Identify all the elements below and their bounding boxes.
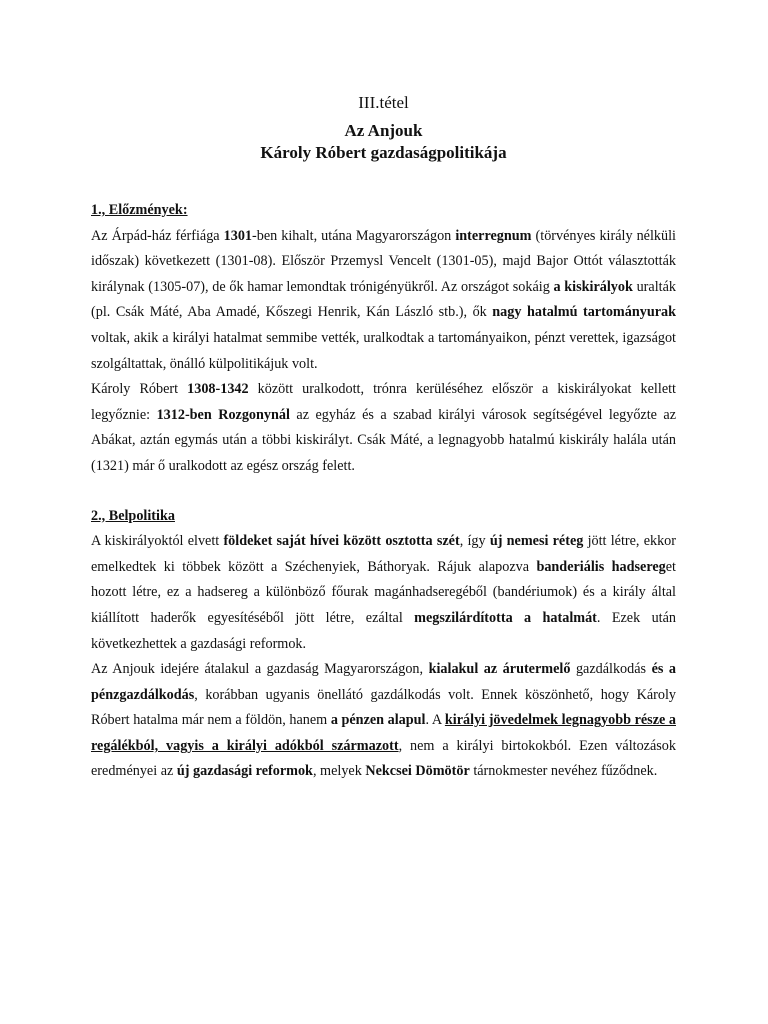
text-run: jött létre, ekkor emelkedtek ki többek között a Széchenyiek, Báthoryak. Rájuk alapozva bbox=[91, 533, 676, 575]
text-run: között uralkodott, trónra kerüléséhez először a kiskirályokat kellett legyőznie: bbox=[91, 381, 676, 423]
bold-run: 1308-1342 bbox=[187, 381, 249, 398]
bold-run: 1301 bbox=[223, 227, 253, 244]
text-run: tárnokmester nevéhez fűződnek. bbox=[469, 763, 658, 780]
text-run: (törvényes király nélküli időszak) következett (1301-08). Először Przemysl Vencelt (1301-05), majd Bajor Ottót választották királynak (1305-07), de ők hamar lemondtak trónigényükről. Az országot sokáig bbox=[91, 227, 676, 295]
bold-run: a kiskirályok bbox=[553, 278, 633, 295]
section-1-paragraph-2 bbox=[91, 377, 676, 479]
text-run: Az Árpád-ház férfiága bbox=[91, 227, 224, 244]
tetel-label: III.tétel bbox=[358, 93, 409, 112]
bold-run: nagy hatalmú tartományurak bbox=[492, 304, 676, 321]
text-run: , melyek bbox=[312, 763, 366, 780]
text-run: , így bbox=[459, 533, 490, 550]
bold-run: a pénzen alapul bbox=[330, 712, 426, 729]
text-run: voltak, akik a királyi hatalmat semmibe vették, uralkodtak a tartományaikon, pénzt verettek, igazságot szolgáltattak, önálló külpolitikájuk volt. bbox=[91, 329, 676, 372]
text-run: . A bbox=[425, 712, 445, 729]
text-run: Az Anjouk idejére átalakul a gazdaság Magyarországon, bbox=[91, 661, 429, 678]
bold-run: interregnum bbox=[455, 227, 532, 244]
section-2-paragraph-1 bbox=[91, 529, 676, 657]
text-run: . Ezek után következhettek a gazdasági reformok. bbox=[91, 609, 676, 652]
text-run: A kiskirályoktól elvett bbox=[91, 533, 224, 550]
bold-run: és a pénzgazdálkodás bbox=[91, 661, 677, 703]
bold-run: 1312-ben Rozgonynál bbox=[156, 406, 290, 423]
section-2-heading: 2., Belpolitika bbox=[91, 507, 175, 524]
text-run: gazdálkodás bbox=[570, 661, 652, 678]
document-subtitle: Károly Róbert gazdaságpolitikája bbox=[260, 143, 507, 162]
section-1-heading: 1., Előzmények: bbox=[91, 202, 188, 218]
bold-run: megszilárdította a hatalmát bbox=[414, 609, 597, 626]
text-run: , korábban ugyanis önellátó gazdálkodás volt. Ennek köszönhető, hogy Károly Róbert hatalma már nem a földön, hanem bbox=[91, 686, 676, 729]
underlined-bold-run: királyi jövedelmek legnagyobb része a regálékból, vagyis a királyi adókból származott bbox=[91, 712, 676, 754]
text-run: uralták (pl. Csák Máté, Aba Amadé, Kőszegi Henrik, Kán László stb.), ők bbox=[91, 278, 676, 321]
bold-run: Nekcsei Dömötör bbox=[365, 763, 470, 780]
document-page bbox=[91, 92, 676, 785]
section-2-paragraph-2 bbox=[91, 657, 676, 785]
text-run: , nem a királyi birtokokból. Ezen változások eredményei az bbox=[91, 737, 676, 780]
bold-run: kialakul az árutermelő bbox=[428, 661, 571, 678]
bold-run: banderiális hadsereg bbox=[536, 558, 666, 575]
text-run: Károly Róbert bbox=[91, 381, 188, 398]
text-run: az egyház és a szabad királyi városok segítségével legyőzte az Abákat, aztán egymás után a többi kiskirályt. Csák Máté, a legnagyobb hatalmú kiskirály halála után (1321) már ő uralkodott az egész ország felett. bbox=[91, 406, 677, 474]
text-run: -ben kihalt, utána Magyarországon bbox=[252, 227, 456, 244]
text-run: et hozott létre, ez a hadsereg a különböző főurak magánhadseregéből (bandériumok) és a király által kiállított haderők egyesítéséből jött létre, ezáltal bbox=[91, 558, 676, 626]
section-1-paragraph-1 bbox=[91, 224, 676, 378]
document-title: Az Anjouk bbox=[344, 121, 423, 140]
bold-run: földeket saját hívei között osztotta szét bbox=[223, 533, 460, 550]
bold-run: új gazdasági reformok bbox=[176, 763, 313, 780]
bold-run: új nemesi réteg bbox=[489, 533, 584, 550]
